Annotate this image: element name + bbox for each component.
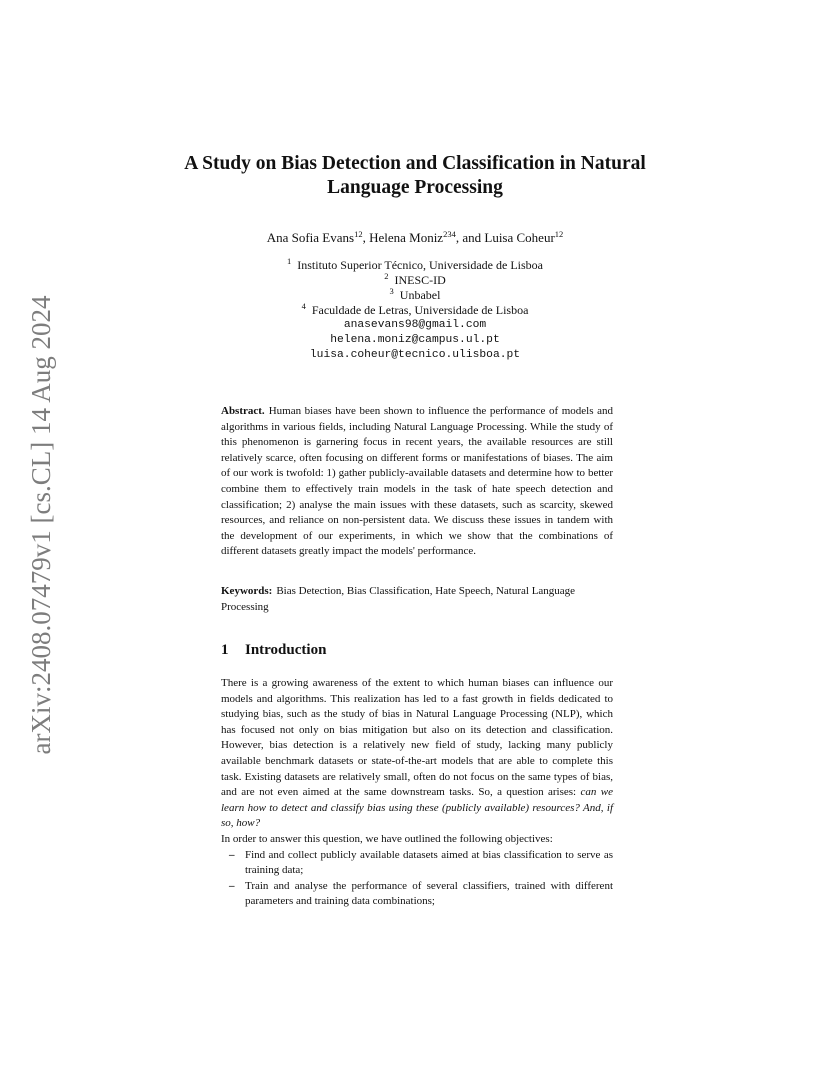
affiliation-name: Faculdade de Letras, Universidade de Lisboa — [311, 303, 529, 317]
affiliation-line — [190, 303, 640, 318]
abstract-text: Human biases have been shown to influence the performance of models and algorithms in various fields, including Natural Language Processing. While the study of this phenomenon is garnering focus in recent years, the available resources are still relatively scarce, often focusing on different forms or manifestations of biases. The aim of our work is twofold: 1) gather publicly-available datasets and determine how to better combine them to effectively train models in the task of hate speech detection and classification; 2) analyse the main issues with these datasets, such as scarcity, skewed resources, and reliance on non-persistent data. We discuss these issues in tandem with the development of our experiments, in which we show that the combinations of different datasets greatly impact the models' performance. — [221, 405, 613, 558]
research-question: can we learn how to detect and classify bias using these (publicly available) resources? And, if so, how? — [221, 786, 614, 830]
list-bullet: – — [229, 848, 235, 861]
keywords-label: Keywords: — [221, 585, 273, 597]
list-item — [221, 848, 613, 879]
author-affiliation-marks: 12 — [354, 229, 363, 239]
affiliation-name: Instituto Superior Técnico, Universidade de Lisboa — [297, 258, 543, 272]
section-heading — [221, 640, 326, 660]
author-separator: , and — [455, 230, 485, 245]
author-name: Ana Sofia Evans — [266, 230, 355, 245]
author-affiliation-marks: 234 — [443, 229, 456, 239]
affiliation-name: Unbabel — [399, 288, 441, 302]
abstract — [221, 404, 613, 560]
arxiv-identifier-stamp: arXiv:2408.07479v1 [cs.CL] 14 Aug 2024 — [26, 295, 56, 755]
author-name: Helena Moniz — [369, 230, 444, 245]
objectives-list — [221, 848, 613, 910]
objective-text: Find and collect publicly available datasets aimed at bias classification to serve as training data; — [245, 848, 613, 877]
author-list — [190, 229, 640, 247]
intro-paragraph-text: There is a growing awareness of the extent to which human biases can influence our models and algorithms. This realization has led to a fast growth in fields dedicated to studying bias, such as the study of bias in Natural Language Processing (NLP), which has focused not only on bias mitigation but also on its detection and classification. However, bias detection is a relatively new field of study, lacking many publicly available benchmark datasets or state-of-the-art models that are able to complete this task. Existing datasets are relatively small, often do not focus on the same types of bias, and are not even aimed at the same downstream tasks. So, a question arises: — [221, 677, 613, 799]
author-name: Luisa Coheur — [484, 230, 555, 245]
author-affiliation-marks: 12 — [554, 229, 564, 239]
author-separator: , — [362, 230, 370, 245]
list-bullet: – — [229, 879, 235, 892]
objective-text: Train and analyse the performance of several classifiers, trained with different parameters and training data combinations; — [245, 879, 613, 908]
affiliation-line — [190, 258, 640, 273]
introduction-body — [221, 676, 613, 910]
section-title: Introduction — [245, 642, 327, 658]
objectives-lead: In order to answer this question, we have outlined the following objectives: — [221, 832, 553, 845]
list-item — [221, 879, 613, 910]
keywords — [221, 584, 613, 615]
keywords-text: Bias Detection, Bias Classification, Hate Speech, Natural Language Processing — [221, 585, 576, 613]
affiliation-mark: 1 — [287, 256, 292, 266]
affiliation-line — [190, 273, 640, 288]
affiliation-block — [190, 258, 640, 363]
affiliation-name: INESC-ID — [394, 273, 446, 287]
abstract-label: Abstract. — [221, 405, 265, 417]
author-email[interactable]: anasevans98@gmail.com — [343, 319, 487, 331]
author-email[interactable]: luisa.coheur@tecnico.ulisboa.pt — [309, 349, 521, 361]
author-email[interactable]: helena.moniz@campus.ul.pt — [330, 334, 500, 346]
paper-title: A Study on Bias Detection and Classification in Natural Language Processing — [184, 153, 646, 198]
affiliation-mark: 2 — [384, 271, 389, 281]
intro-paragraph — [221, 676, 613, 832]
section-number: 1 — [221, 642, 229, 658]
affiliation-line — [190, 288, 640, 303]
affiliation-mark: 4 — [301, 301, 306, 311]
affiliation-mark: 3 — [389, 286, 394, 296]
